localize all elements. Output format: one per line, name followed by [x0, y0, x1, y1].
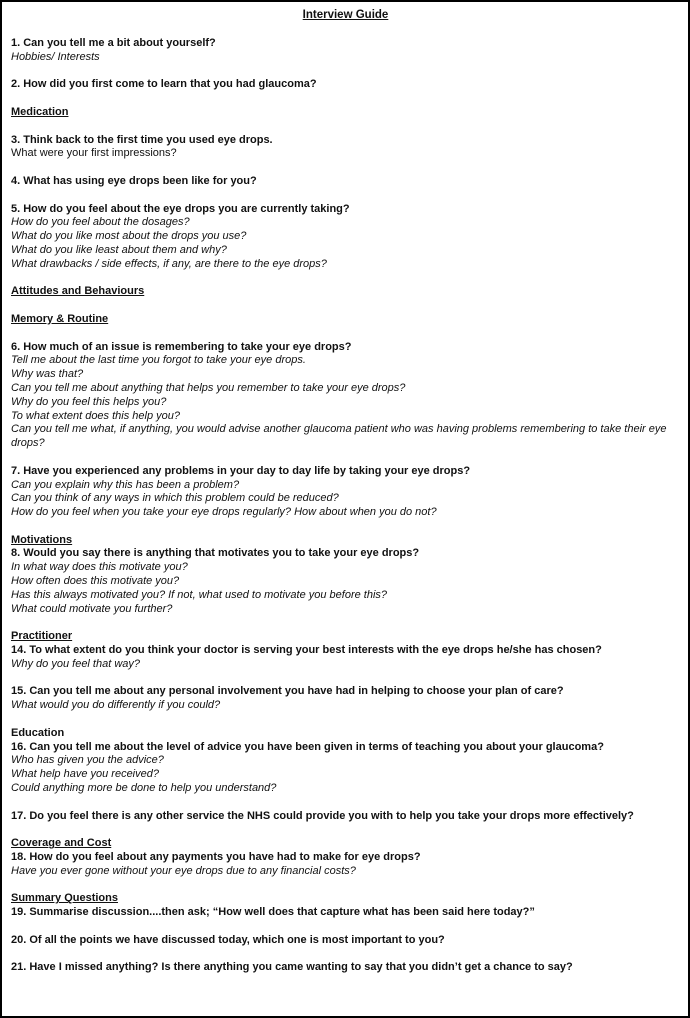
sub-question-line: Hobbies/ Interests	[11, 50, 100, 63]
sub-question-line: What do you like least about them and why?	[11, 243, 227, 256]
sub-question-line: What could motivate you further?	[11, 602, 173, 615]
sub-question-line: Can you tell me about anything that helps you remember to take your eye drops?	[11, 381, 406, 394]
sub-question-line: Can you think of any ways in which this problem could be reduced?	[11, 492, 339, 505]
section-heading: Memory & Routine	[11, 312, 109, 325]
question-line: 20. Of all the points we have discussed today, which one is most important to you?	[11, 933, 445, 946]
section-heading: Coverage and Cost	[11, 837, 112, 850]
section-heading: Practitioner	[11, 630, 73, 643]
section-heading: Motivations	[11, 533, 73, 546]
sub-question-line: What help have you received?	[11, 768, 159, 781]
sub-question-line: Can you tell me what, if anything, you would advise another glaucoma patient who was having problems remembering to take their eye drops?	[11, 423, 667, 450]
question-line: 21. Have I missed anything? Is there anything you came wanting to say that you didn’t get a chance to say?	[11, 961, 573, 974]
question-line: 2. How did you first come to learn that you had glaucoma?	[11, 78, 317, 91]
question-line: 19. Summarise discussion....then ask; “How well does that capture what has been said here today?”	[11, 906, 535, 919]
sub-question-line: Why do you feel this helps you?	[11, 395, 167, 408]
sub-question-line: How do you feel when you take your eye drops regularly? How about when you do not?	[11, 506, 437, 519]
sub-question-line: In what way does this motivate you?	[11, 561, 188, 574]
question-line: 6. How much of an issue is remembering to take your eye drops?	[11, 340, 352, 353]
sub-question-line: Tell me about the last time you forgot to take your eye drops.	[11, 354, 306, 367]
sub-question-line: Could anything more be done to help you understand?	[11, 782, 277, 795]
sub-question-line: Can you explain why this has been a problem?	[11, 478, 240, 491]
sub-question-line: Who has given you the advice?	[11, 754, 164, 767]
question-line: 16. Can you tell me about the level of advice you have been given in terms of teaching you about your glaucoma?	[11, 740, 604, 753]
sub-question-line: What were your first impressions?	[11, 147, 177, 160]
section-heading: Education	[11, 726, 65, 739]
question-line: 4. What has using eye drops been like for you?	[11, 174, 257, 187]
sub-question-line: To what extent does this help you?	[11, 409, 180, 422]
sub-question-line: What would you do differently if you could?	[11, 699, 221, 712]
sub-question-line: Why was that?	[11, 368, 84, 381]
document-title-text: Interview Guide	[302, 9, 389, 21]
question-line: 15. Can you tell me about any personal involvement you have had in helping to choose your plan of care?	[11, 685, 564, 698]
sub-question-line: How often does this motivate you?	[11, 575, 180, 588]
section-heading: Summary Questions	[11, 892, 118, 905]
question-line: 17. Do you feel there is any other service the NHS could provide you with to help you take your drops more effectively?	[11, 809, 634, 822]
sub-question-line: What do you like most about the drops you use?	[11, 230, 247, 243]
question-line: 5. How do you feel about the eye drops you are currently taking?	[11, 202, 350, 215]
question-line: 3. Think back to the first time you used eye drops.	[11, 133, 273, 146]
sub-question-line: Has this always motivated you? If not, what used to motivate you before this?	[11, 588, 388, 601]
question-line: 8. Would you say there is anything that motivates you to take your eye drops?	[11, 547, 420, 560]
sub-question-line: How do you feel about the dosages?	[11, 216, 190, 229]
sub-question-line: Why do you feel that way?	[11, 657, 141, 670]
question-line: 1. Can you tell me a bit about yourself?	[11, 37, 216, 49]
question-line: 18. How do you feel about any payments you have had to make for eye drops?	[11, 851, 421, 864]
section-heading: Attitudes and Behaviours	[11, 285, 145, 298]
document-title	[11, 8, 680, 22]
question-line: 14. To what extent do you think your doctor is serving your best interests with the eye drops he/she has chosen?	[11, 644, 602, 657]
sub-question-line: What drawbacks / side effects, if any, are there to the eye drops?	[11, 257, 327, 270]
document-body	[11, 37, 680, 975]
section-heading: Medication	[11, 105, 69, 118]
question-line: 7. Have you experienced any problems in your day to day life by taking your eye drops?	[11, 464, 471, 477]
sub-question-line: Have you ever gone without your eye drops due to any financial costs?	[11, 864, 356, 877]
